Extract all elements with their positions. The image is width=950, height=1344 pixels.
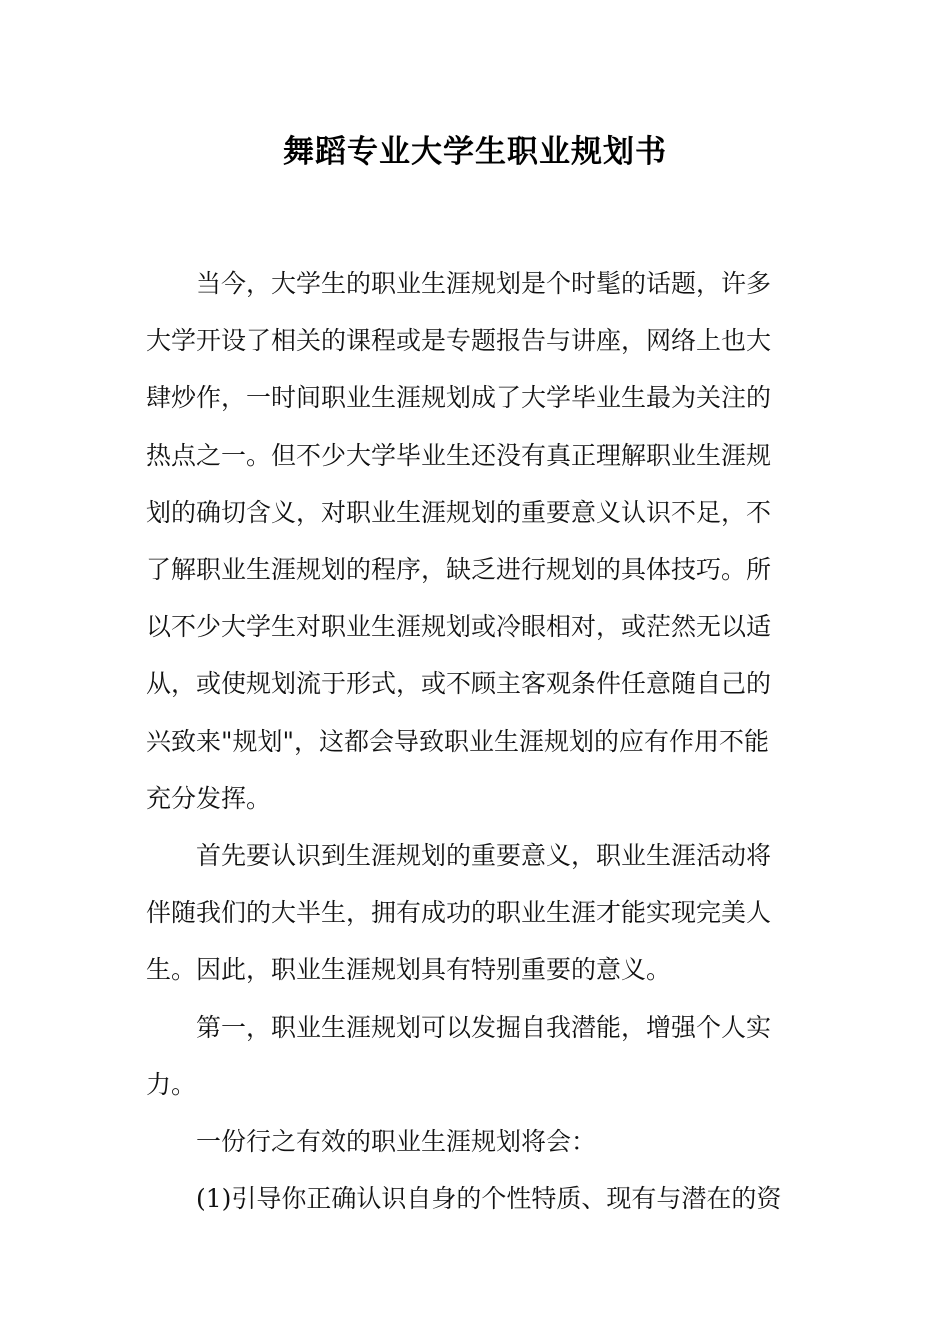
text-line: 兴致来"规划"，这都会导致职业生涯规划的应有作用不能 bbox=[146, 726, 770, 756]
text-line: 力。 bbox=[146, 1069, 197, 1099]
paragraph-list-item-1 bbox=[146, 1170, 806, 1227]
text-line: 大学开设了相关的课程或是专题报告与讲座，网络上也大 bbox=[146, 326, 772, 356]
text-line: 当今，大学生的职业生涯规划是个时髦的话题，许多 bbox=[196, 269, 772, 298]
text-line: 生。因此，职业生涯规划具有特别重要的意义。 bbox=[146, 955, 672, 985]
text-line: 首先要认识到生涯规划的重要意义，职业生涯活动将 bbox=[196, 841, 772, 871]
text-line: 充分发挥。 bbox=[146, 783, 272, 813]
text-line: 以不少大学生对职业生涯规划或冷眼相对，或茫然无以适 bbox=[146, 612, 772, 642]
text-line: 伴随我们的大半生，拥有成功的职业生涯才能实现完美人 bbox=[146, 898, 772, 928]
text-line: 第一，职业生涯规划可以发掘自我潜能，增强个人实 bbox=[196, 1012, 772, 1042]
document-title: 舞蹈专业大学生职业规划书 bbox=[283, 134, 667, 170]
paragraph-effective-plan bbox=[146, 1113, 806, 1170]
paragraph-significance bbox=[146, 827, 806, 999]
text-line: 肆炒作，一时间职业生涯规划成了大学毕业生最为关注的 bbox=[146, 383, 772, 413]
text-line: 从，或使规划流于形式，或不顾主客观条件任意随自己的 bbox=[146, 669, 772, 699]
text-line: 了解职业生涯规划的程序，缺乏进行规划的具体技巧。所 bbox=[146, 555, 772, 585]
document-body bbox=[146, 255, 806, 1227]
text-line: 热点之一。但不少大学毕业生还没有真正理解职业生涯规 bbox=[146, 440, 772, 470]
text-line: 一份行之有效的职业生涯规划将会： bbox=[196, 1127, 597, 1157]
paragraph-first-point bbox=[146, 999, 806, 1113]
paragraph-intro bbox=[146, 255, 806, 827]
text-line: 划的确切含义，对职业生涯规划的重要意义认识不足，不 bbox=[146, 497, 772, 527]
text-line: (1)引导你正确认识自身的个性特质、现有与潜在的资 bbox=[196, 1184, 782, 1214]
